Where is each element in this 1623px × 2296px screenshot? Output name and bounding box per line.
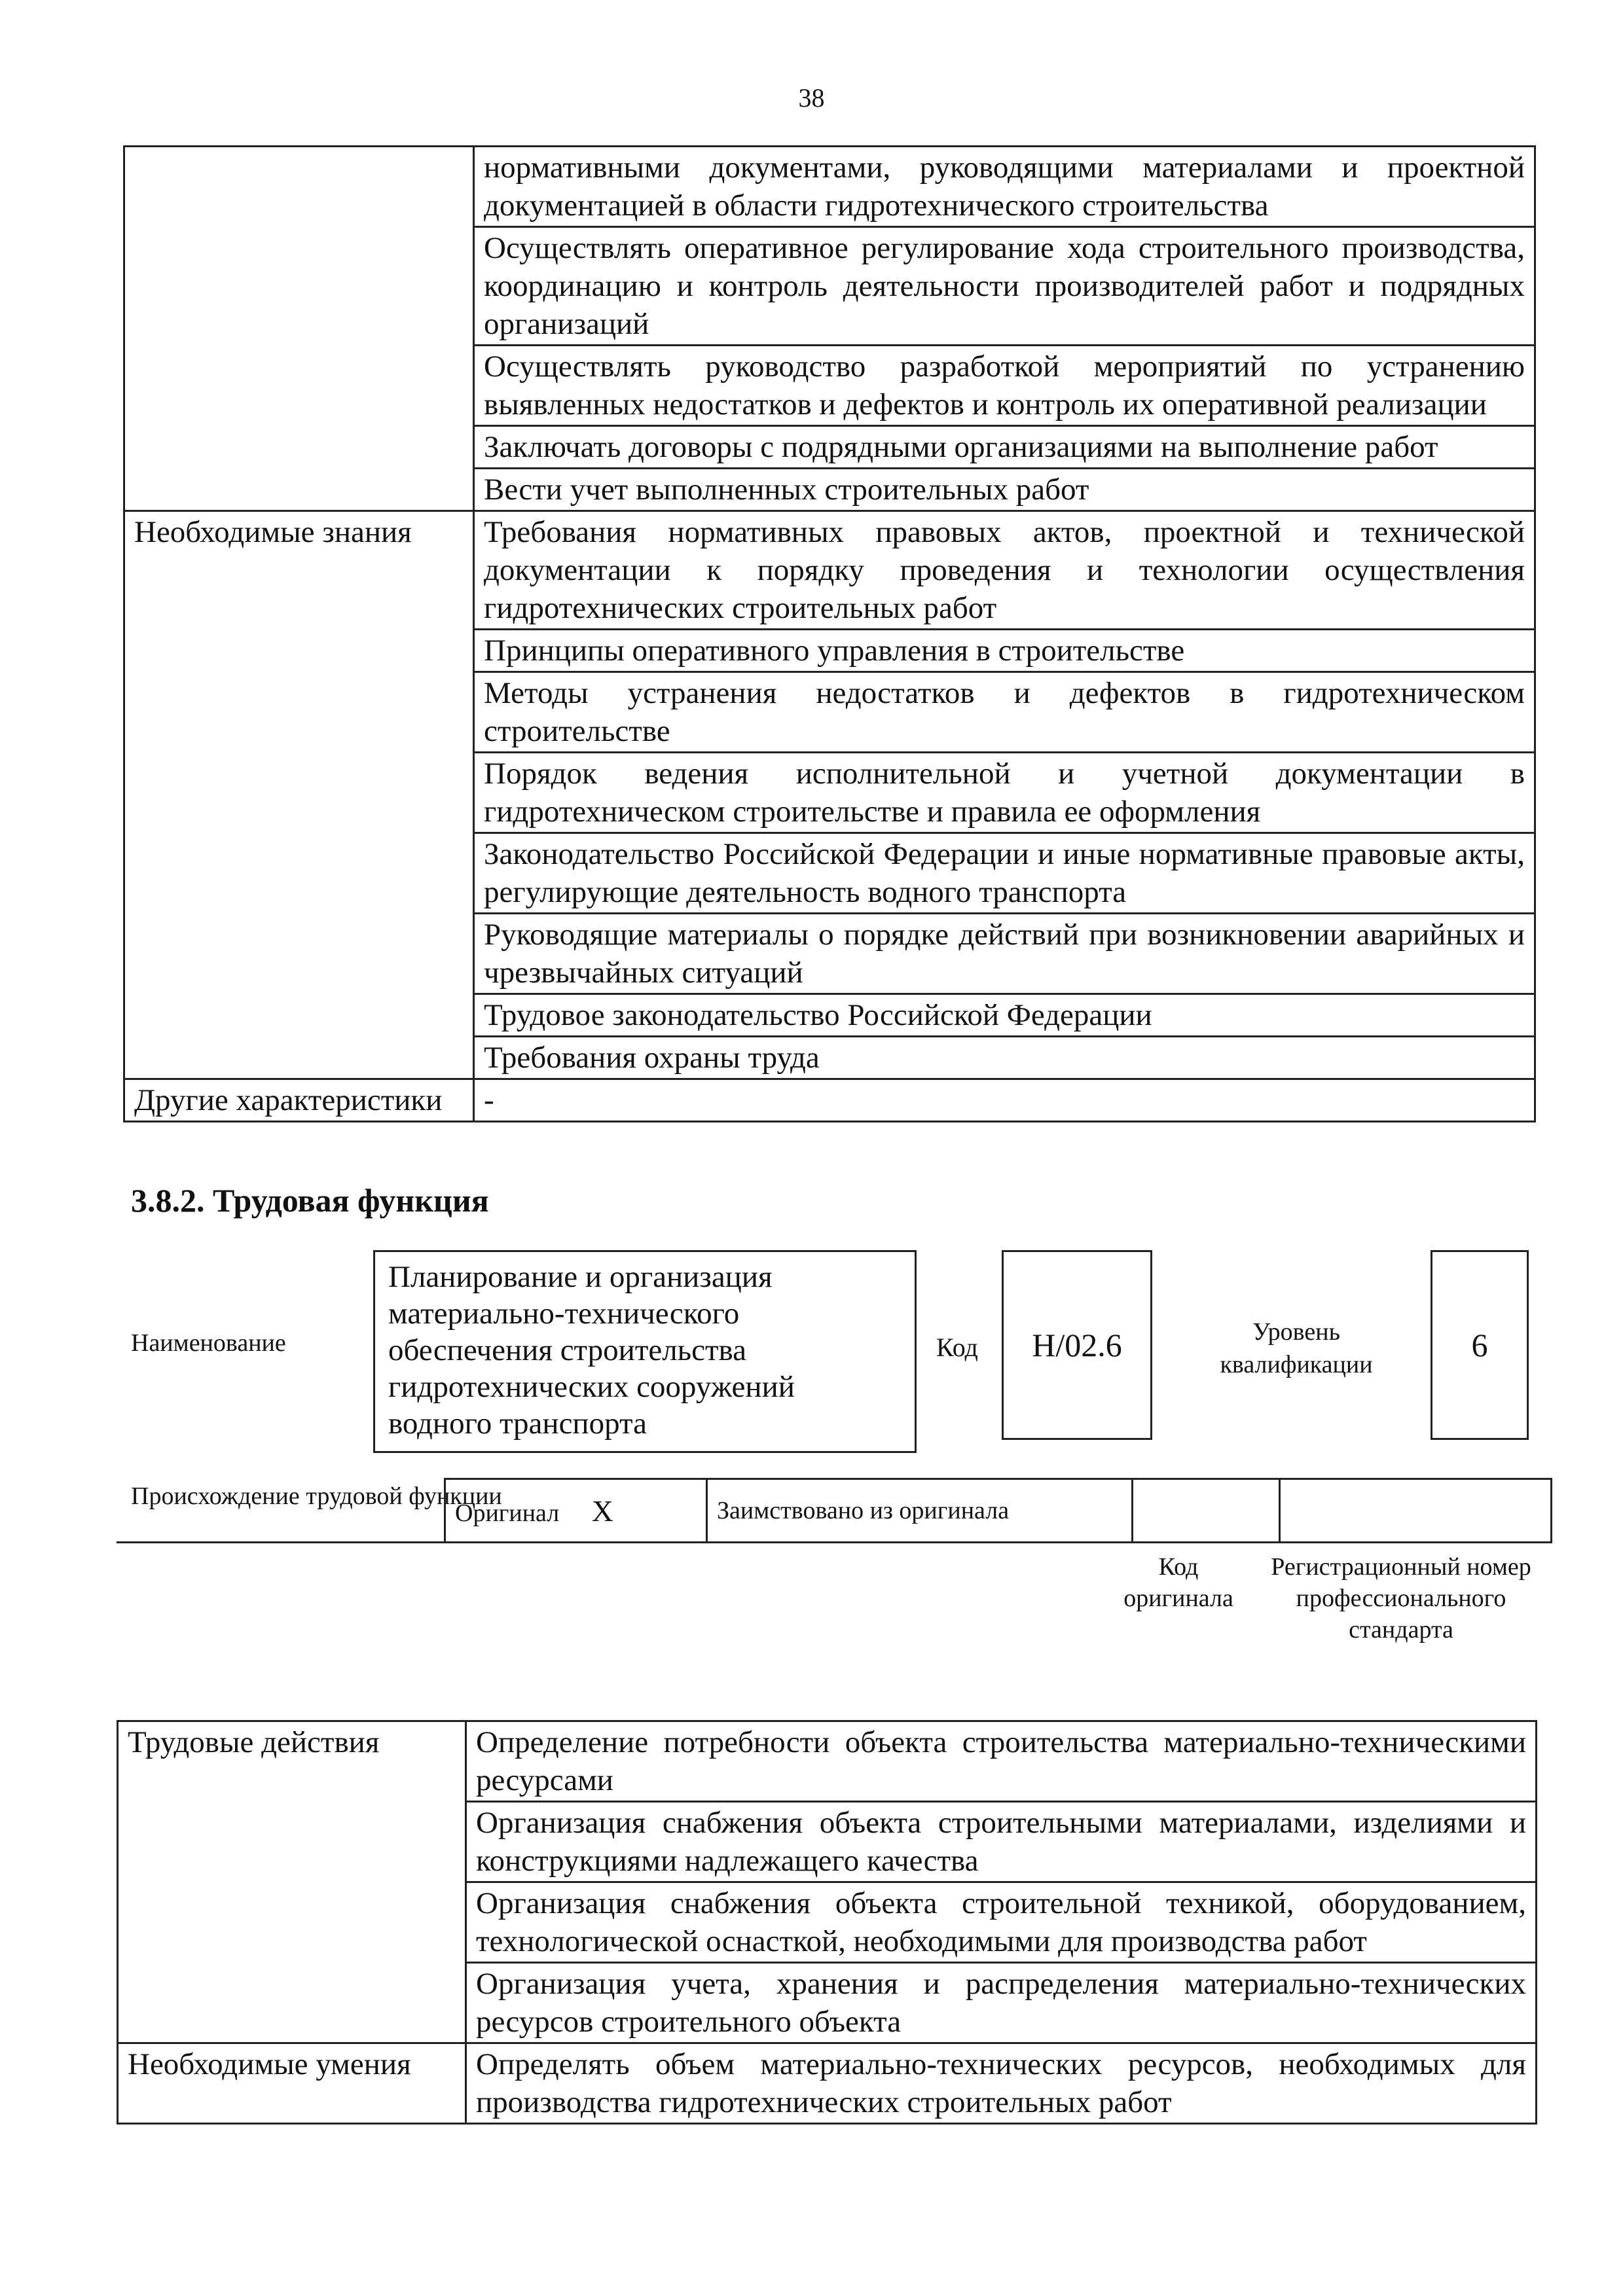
cell-value: Вести учет выполненных строительных работ — [474, 469, 1535, 511]
skills-knowledge-table — [123, 145, 1536, 1122]
cell-value: Организация снабжения объекта строительными материалами, изделиями и конструкциями надлежащего качества — [466, 1802, 1537, 1882]
table-row — [445, 1479, 1552, 1543]
original-label: Оригинал — [455, 1499, 560, 1527]
row-label-skills: Необходимые умения — [118, 2043, 466, 2124]
cell-value: Руководящие материалы о порядке действий при возникновении аварийных и чрезвычайных ситуаций — [474, 914, 1535, 994]
cell-value: - — [474, 1079, 1535, 1122]
code-box: H/02.6 — [1002, 1250, 1152, 1440]
cell-value: Трудовое законодательство Российской Федерации — [474, 994, 1535, 1037]
cell-value: Заключать договоры с подрядными организациями на выполнение работ — [474, 426, 1535, 469]
cell-value: Методы устранения недостатков и дефектов в гидротехническом строительстве — [474, 672, 1535, 753]
row-label-knowledge: Необходимые знания — [124, 511, 474, 1079]
function-name-box: Планирование и организация материально-технического обеспечения строительства гидротехнических сооружений водного транспорта — [373, 1250, 917, 1453]
code-original-cell — [1133, 1479, 1280, 1543]
code-label: Код — [936, 1333, 978, 1362]
table-row — [118, 2043, 1537, 2124]
row-label — [124, 147, 474, 511]
origin-label: Происхождение трудовой функции — [131, 1482, 502, 1510]
table-row — [124, 147, 1535, 227]
borrowed-label: Заимствовано из оригинала — [707, 1479, 1133, 1543]
qualification-level-box: 6 — [1431, 1250, 1529, 1440]
cell-value: Определение потребности объекта строительства материально-техническими ресурсами — [466, 1721, 1537, 1802]
reg-number-caption: Регистрационный номер профессионального стандарта — [1271, 1553, 1531, 1643]
table-row — [124, 1079, 1535, 1122]
qualification-level-label: Уровень квалификации — [1220, 1318, 1373, 1378]
table-row — [124, 511, 1535, 630]
cell-value: Организация снабжения объекта строительной техникой, оборудованием, технологической оснасткой, необходимыми для производства работ — [466, 1882, 1537, 1963]
name-label: Наименование — [131, 1329, 286, 1357]
page-number: 38 — [798, 83, 825, 113]
code-original-caption: Код оригинала — [1123, 1553, 1233, 1612]
row-label-actions: Трудовые действия — [118, 1721, 466, 2043]
cell-value: Принципы оперативного управления в строительстве — [474, 630, 1535, 672]
row-label-other: Другие характеристики — [124, 1079, 474, 1122]
section-heading: 3.8.2. Трудовая функция — [131, 1182, 489, 1219]
table-row — [118, 1721, 1537, 1802]
original-mark: X — [591, 1494, 613, 1528]
cell-value: Требования нормативных правовых актов, проектной и технической документации к порядку проведения и технологии осуществления гидротехнических строительных работ — [474, 511, 1535, 630]
cell-value: Требования охраны труда — [474, 1037, 1535, 1079]
cell-value: Осуществлять руководство разработкой мероприятий по устранению выявленных недостатков и дефектов и контроль их оперативной реализации — [474, 346, 1535, 426]
cell-value: Осуществлять оперативное регулирование хода строительного производства, координацию и контроль деятельности производителей работ и подрядных организаций — [474, 227, 1535, 346]
origin-table — [444, 1478, 1552, 1543]
original-cell — [445, 1479, 707, 1543]
reg-number-cell — [1280, 1479, 1552, 1543]
cell-value: нормативными документами, руководящими материалами и проектной документацией в области гидротехнического строительства — [474, 147, 1535, 227]
cell-value: Порядок ведения исполнительной и учетной документации в гидротехническом строительстве и правила ее оформления — [474, 753, 1535, 833]
cell-value: Законодательство Российской Федерации и иные нормативные правовые акты, регулирующие деятельность водного транспорта — [474, 833, 1535, 914]
cell-value: Организация учета, хранения и распределения материально-технических ресурсов строительного объекта — [466, 1963, 1537, 2043]
actions-skills-table — [117, 1720, 1537, 2125]
cell-value: Определять объем материально-технических ресурсов, необходимых для производства гидротехнических строительных работ — [466, 2043, 1537, 2124]
